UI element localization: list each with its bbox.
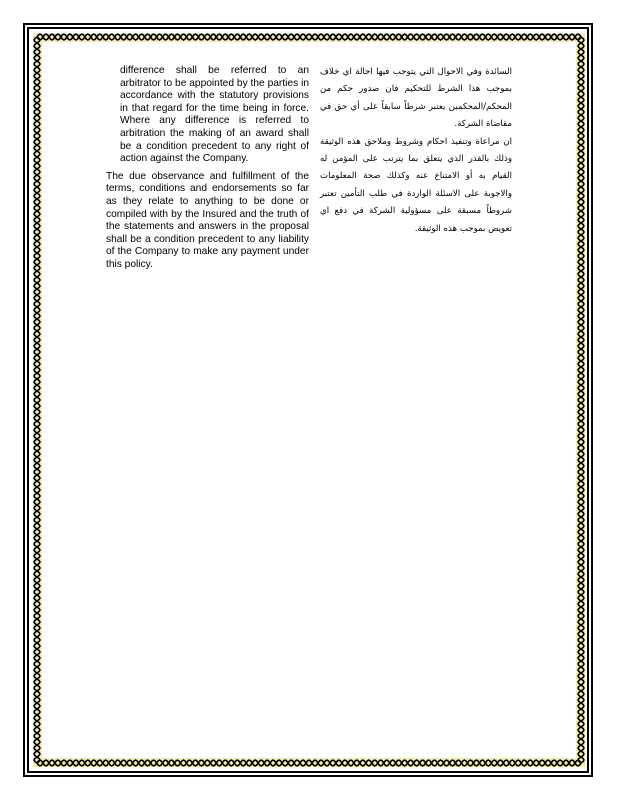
arabic-paragraph-1: السائدة وفي الاحوال التي يتوجب فيها احالة اي خلاف بموجب هذا الشرط للتحكيم فان صدور حكم من المحكم/المحكمين يعتبر شرطاً سابقاً على أي حق في مقاضاة الشركة. (320, 67, 512, 130)
arabic-paragraph-2: ان مراعاة وتنفيذ احكام وشروط وملاحق هذه الوثيقة وذلك بالقدر الذي يتعلق بما يترتب على المؤمن له القيام به أو الامتناع عنه وكذلك صحة المعلومات والاجوبة على الاسئلة الواردة في طلب التأمين تعتبر شروطاً مسبقة على مسؤولية الشركة في دفع اي تعويض بموجب هذه الوثيقة. (320, 136, 512, 234)
english-column (106, 65, 309, 272)
arabic-column (320, 64, 512, 238)
english-paragraph-1: difference shall be referred to an arbitrator to be appointed by the parties in accordance with the statutory provisions in that regard for the time being in force. Where any difference is referred to arbitration the making of an award shall be a condition precedent to any right of action against the Company. (120, 65, 309, 165)
english-paragraph-2: The due observance and fulfillment of the terms, conditions and endorsements so far as they relate to anything to be done or compiled with by the Insured and the truth of the statements and answers in the proposal shall be a condition precedent to any liability of the Company to make any payment under this policy. (106, 170, 309, 270)
